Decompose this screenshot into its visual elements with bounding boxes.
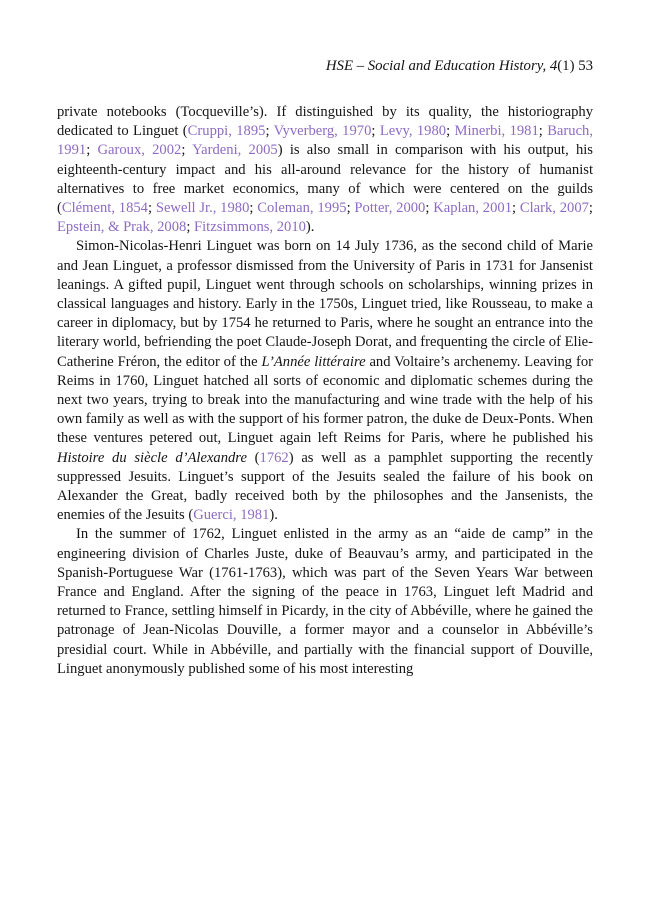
citation-link[interactable]: Sewell Jr., 1980: [155, 200, 250, 217]
text-run: ) as well as a pamphlet supporting the recently suppressed Jesuits. Linguet’s support of the Jesuits sealed the failure of his book on Alexander the Great, badly received both by the philosophes and the Jansenists, the enemies of the Jesuits (: [57, 449, 593, 524]
citation-link[interactable]: Guerci, 1981: [193, 507, 270, 524]
text-run: Simon-Nicolas-Henri Linguet was born on 14 July 1736, as the second child of Marie and Jean Linguet, a professor dismissed from the University of Paris in 1731 for Jansenist leanings. A gifted pupil, Linguet went through schools on scholarships, winning prizes in classical languages and history. Early in the 1750s, Linguet tried, like Rousseau, to make a career in diplomacy, but by 1754 he returned to Paris, where he sought an entrance into the literary world, befriending the poet Claude-Joseph Dorat, and frequenting the circle of Elie-Catherine Fréron, the editor of the: [57, 238, 593, 370]
text-run: ;: [86, 142, 98, 159]
citation-link[interactable]: Levy, 1980: [379, 123, 447, 140]
issue-page-number: (1) 53: [557, 58, 593, 74]
text-run: private notebooks (Tocqueville’s). If distinguished by its quality, the historiography dedicated to Linguet (: [57, 104, 593, 140]
text-run: ).: [269, 507, 278, 524]
article-body: [57, 103, 593, 679]
text-run: In the summer of 1762, Linguet enlisted in the army as an “aide de camp” in the engineering division of Charles Juste, duke of Beauvau’s army, and participated in the Spanish-Portuguese War (1761-1763), which was part of the Seven Years War between France and England. After the signing of the peace in 1763, Linguet left Madrid and returned to France, settling himself in Picardy, in the city of Abbéville, where he gained the patronage of Jean-Nicolas Douville, a former mayor and a counselor in Abbéville’s presidial court. While in Abbéville, and partially with the financial support of Douville, Linguet anonymously published some of his most interesting: [57, 526, 593, 677]
citation-link[interactable]: Kaplan, 2001: [433, 200, 512, 217]
italic-text-run: Histoire du siècle d’Alexandre: [57, 449, 247, 466]
citation-link[interactable]: Coleman, 1995: [257, 200, 347, 217]
text-run: and Voltaire’s archenemy. Leaving for Reims in 1760, Linguet hatched all sorts of economic and diplomatic schemes during the next two years, trying to break into the manufacturing and wine trade with the help of his own family as well as with the support of his former patron, the duke de Deux-Ponts. When these ventures petered out, Linguet again left Reims for Paris, where he published his: [57, 353, 593, 447]
citation-link[interactable]: Baruch, 1991: [57, 123, 593, 159]
text-run: ;: [186, 219, 195, 236]
citation-link[interactable]: Clark, 2007: [519, 200, 589, 217]
citation-link[interactable]: Potter, 2000: [354, 200, 426, 217]
text-run: ;: [249, 200, 258, 217]
text-run: ;: [371, 123, 380, 140]
citation-link[interactable]: Cruppi, 1895: [187, 123, 266, 140]
text-run: ;: [147, 200, 156, 217]
text-run: ;: [446, 123, 455, 140]
italic-text-run: L’Année littéraire: [261, 353, 366, 370]
text-run: ;: [265, 123, 274, 140]
citation-link[interactable]: Vyverberg, 1970: [273, 123, 372, 140]
text-run: ;: [346, 200, 355, 217]
journal-title: HSE – Social and Education History, 4: [325, 58, 558, 74]
citation-link[interactable]: 1762: [259, 449, 289, 466]
text-run: (: [246, 449, 260, 466]
paragraph: [57, 525, 593, 679]
citation-link[interactable]: Fitzsimmons, 2010: [194, 219, 306, 236]
text-run: ) is also small in comparison with his output, his eighteenth-century impact and his all-around relevance for the history of humanist alternatives to free market economics, many of which were centered on the guilds (: [57, 142, 593, 217]
citation-link[interactable]: Yardeni, 2005: [192, 142, 278, 159]
paragraph: [57, 237, 593, 525]
text-run: ;: [512, 200, 520, 217]
citation-link[interactable]: Garoux, 2002: [97, 142, 182, 159]
text-run: ;: [181, 142, 193, 159]
citation-link[interactable]: Epstein, & Prak, 2008: [57, 219, 187, 236]
text-run: ;: [538, 123, 548, 140]
text-run: ;: [425, 200, 434, 217]
text-run: ;: [588, 200, 593, 217]
paragraph: [57, 103, 593, 237]
running-head: [57, 57, 593, 75]
citation-link[interactable]: Minerbi, 1981: [454, 123, 539, 140]
text-run: ).: [305, 219, 315, 236]
citation-link[interactable]: Clément, 1854: [61, 200, 148, 217]
